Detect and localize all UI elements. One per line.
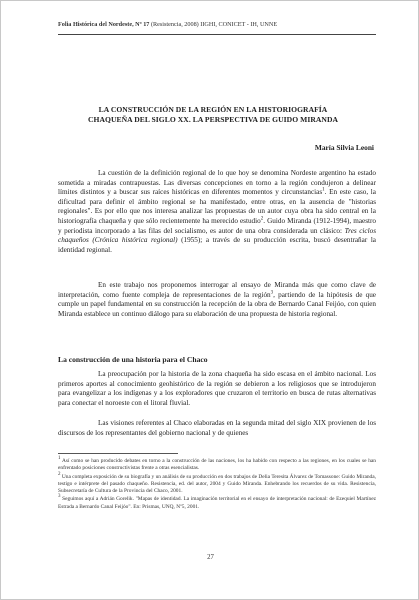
paragraph-2: En este trabajo nos proponemos interrogar al ensayo de Miranda más que como clave de interpretación, como fuente compleja de representaciones de la región$^3$, partiendo de la hipótesis de que cumple un papel fundamental en su construcción la recepción de la obra de Bernardo Canal Feijóo, con quien Miranda establece un continuo diálogo para su elaboración de una propuesta de historia regional. — [58, 281, 377, 318]
footnotes — [58, 458, 376, 512]
journal-details: (Resistencia, 2008) IIGHI, CONICET - IH, UNNE — [150, 21, 278, 28]
footnote-2: $^2$ Una completa exposición de su biografía y un análisis de su producción en dos trabajos de Delia Teresita Álvarez de Tomassone: Guido Miranda, testigo e intérprete del pasado chaqueño. Resistencia, ed. del autor, 2004 y Guido Miranda. Enhebrando los recuerdos de su vida. Resistencia, Subsecretaría de Cultura de la Provincia del Chaco, 2001. — [58, 471, 376, 495]
article-title — [63, 105, 363, 125]
paragraph-1: La cuestión de la definición regional de lo que hoy se denomina Nordeste argentino ha estado sometida a miradas contrapuestas. Las diversas concepciones en torno a la región condujeron a delinear límites distintos y a buscar sus raíces históricas en diferentes momentos y circunstancias$^1$. En este caso, la dificultad para definir el ámbito regional se ha manifestado, entre otras, en la ausencia de "historias regionales". Es por ello que nos interesa analizar las propuestas de un autor cuya obra ha sido central en la historiografía chaqueña y que sólo recientemente ha merecido estudio$^2$. Guido Miranda (1912-1994), maestro y periodista incorporado a las filas del socialismo, es autor de una obra considerada un clásico: Tres ciclos chaqueños (Crónica histórica regional) (1955); a través de su producción escrita, buscó desentrañar la identidad regional. — [58, 169, 377, 254]
title-line-2: CHAQUEÑA DEL SIGLO XX. LA PERSPECTIVA DE GUIDO MIRANDA — [87, 115, 339, 124]
footnote-ref-1[interactable]: 1 — [322, 187, 325, 193]
author-name: María Silvia Leoni — [314, 143, 374, 152]
running-header — [58, 21, 378, 28]
footnote-rule — [58, 453, 178, 454]
paragraph-4: Las visiones referentes al Chaco elaboradas en la segunda mitad del siglo XIX provienen de los discursos de los representantes del gobierno nacional y de quienes — [58, 419, 376, 437]
page-number: 27 — [207, 554, 214, 561]
title-line-1: LA CONSTRUCCIÓN DE LA REGIÓN EN LA HISTORIOGRAFÍA — [98, 105, 328, 114]
footnote-ref-2[interactable]: 2 — [260, 216, 264, 222]
paragraph-3: La preocupación por la historia de la zona chaqueña ha sido escasa en el ámbito nacional. Los primeros aportes al conocimiento geohistórico de la región se debieron a los religiosos que se introdujeron para evangelizar a los indígenas y a los exploradores que cruzaron el territorio en busca de rutas alternativas para conectar el noroeste con el litoral fluvial. — [58, 370, 376, 407]
section-heading: La construcción de una historia para el Chaco — [58, 355, 208, 364]
footnote-1: $^1$ Así como se han producido debates en torno a la construcción de las naciones, los ha habido con respecto a las regiones, en los cuales se han enfrentado posiciones constructivistas frente a otras esencialistas. — [58, 456, 376, 472]
footnote-3: $^3$ Seguimos aquí a Adrián Gorelik. "Mapas de identidad. La imaginación territorial en el ensayo de interpretación nacional: de Ezequiel Martínez Estrada a Bernardo Canal Feijóo". En: Prismas, UNQ, Nº5, 2001. — [58, 494, 376, 510]
journal-name: Folia Histórica del Nordeste, Nº 17 — [58, 21, 150, 28]
book-title: Tres ciclos chaqueños (Crónica histórica regional) — [58, 226, 376, 245]
footnote-ref-3[interactable]: 3 — [270, 290, 274, 296]
header-rule — [58, 34, 376, 35]
